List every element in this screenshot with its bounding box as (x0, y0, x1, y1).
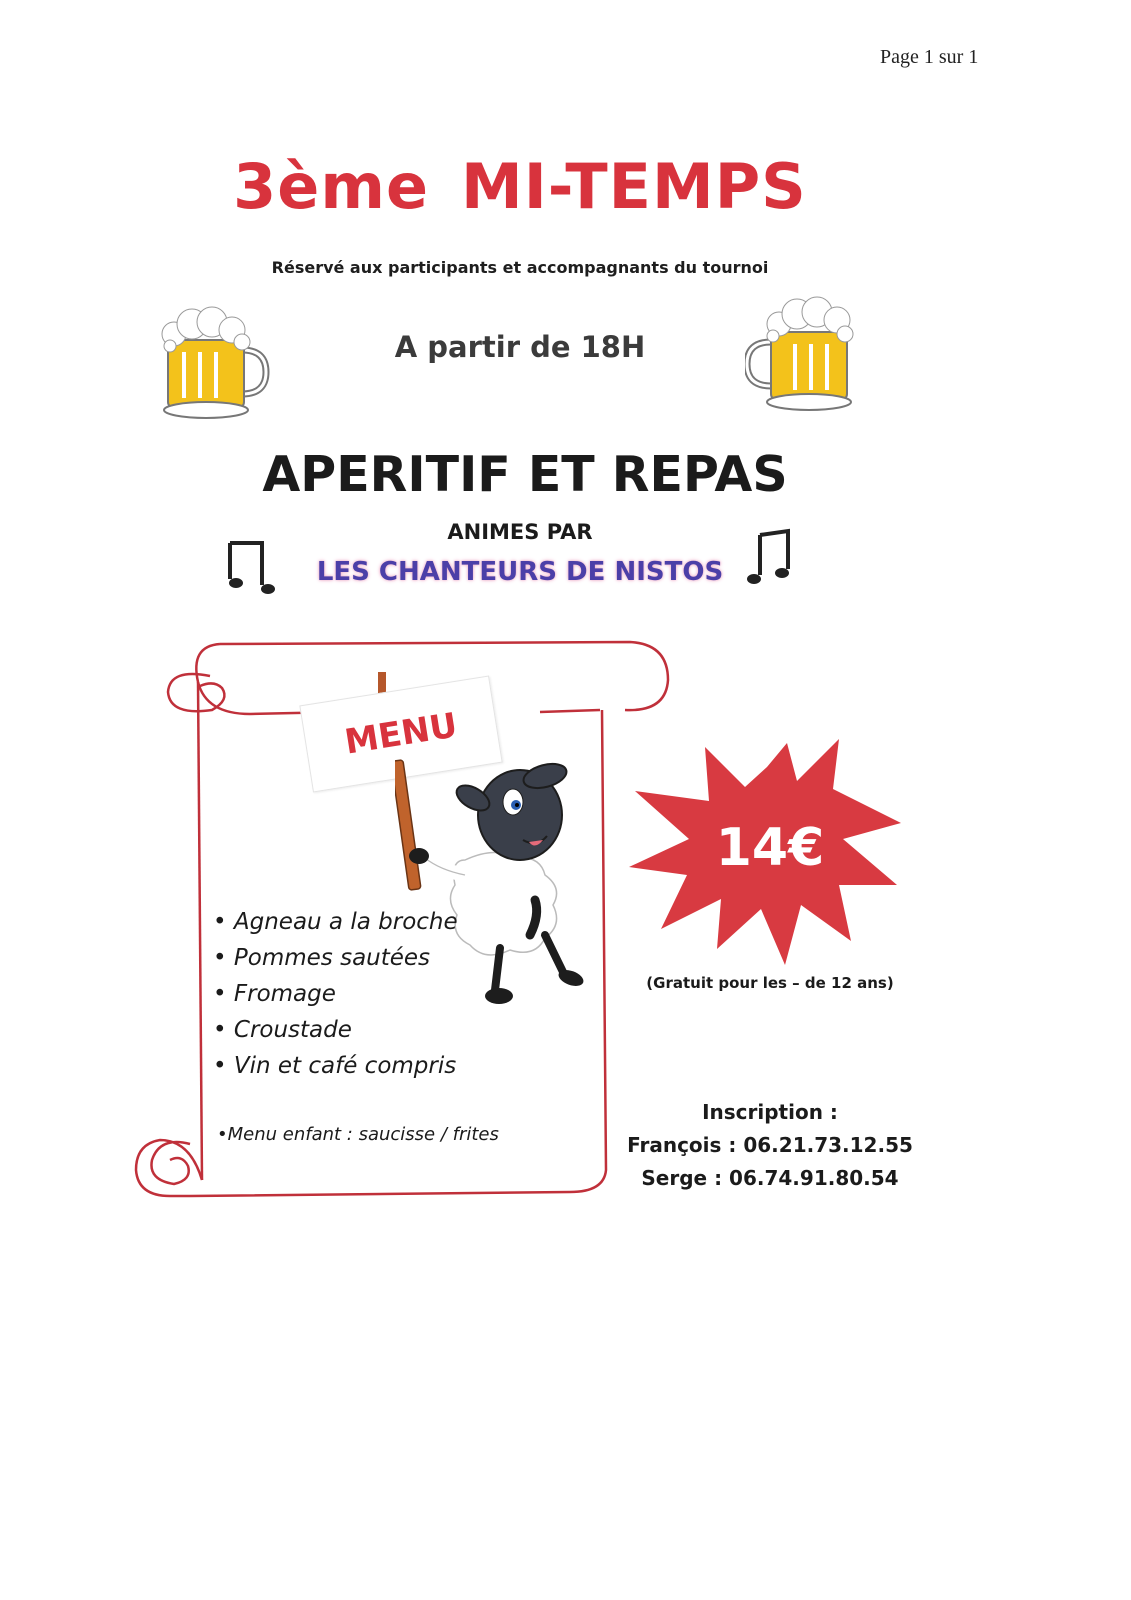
inscription-label: Inscription : (702, 1100, 838, 1124)
list-item: • Vin et café compris (213, 1048, 458, 1084)
inscription-block (600, 1096, 940, 1195)
menu-list (213, 904, 458, 1084)
title-part-2: MI-TEMPS (461, 150, 807, 223)
list-item: • Croustade (213, 1012, 458, 1048)
start-time: A partir de 18H (394, 330, 646, 364)
menu-sign-label: MENU (342, 705, 460, 763)
contact-serge: Serge : 06.74.91.80.54 (641, 1166, 899, 1190)
main-heading: APERITIF ET REPAS (262, 446, 788, 503)
price-value: 14€ (715, 818, 825, 878)
title-part-1: 3ème (233, 150, 429, 223)
event-title (0, 150, 1040, 223)
performers: LES CHANTEURS DE NISTOS (316, 557, 724, 587)
kids-menu: •Menu enfant : saucisse / frites (217, 1124, 499, 1145)
list-item: • Fromage (213, 976, 458, 1012)
price-note: (Gratuit pour les – de 12 ans) (646, 974, 894, 992)
animated-by: ANIMES PAR (447, 520, 593, 544)
list-item: • Pommes sautées (213, 940, 458, 976)
list-item: • Agneau a la broche (213, 904, 458, 940)
subtitle: Réservé aux participants et accompagnants du tournoi (271, 258, 769, 277)
page-number: Page 1 sur 1 (880, 46, 979, 68)
sign-stick-top (378, 672, 386, 694)
contact-francois: François : 06.21.73.12.55 (627, 1133, 913, 1157)
